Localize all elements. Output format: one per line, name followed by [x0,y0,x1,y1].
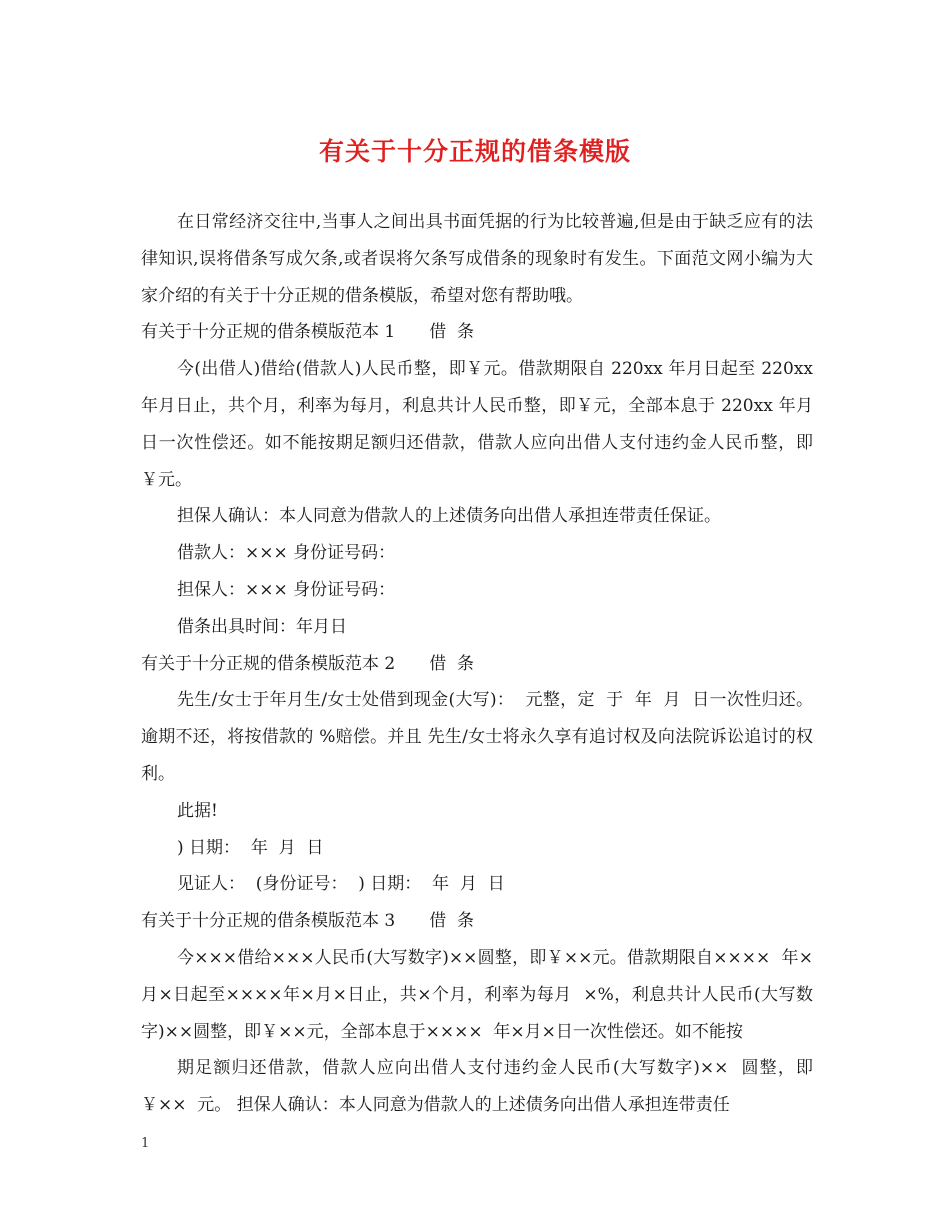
document-title: 有关于十分正规的借条模版 [318,137,631,166]
sample2-witness-line: 见证人： (身份证号： ) 日期： 年 月 日 [177,874,505,895]
sample3-paragraph-1: 今×××借给×××人民币(大写数字)××圆整，即￥××元。借款期限自×××× 年×月×日起至××××年×月×日止，共×个月，利率为每月 ×%，利息共计人民币(大写数字)××圆整，即￥××元，全部本息于×××× 年×月×日一次性偿还。如不能按 [141,947,813,1042]
sample3-heading-line [141,903,813,940]
sample2-paragraph-1: 先生/女士于年月生/女士处借到现金(大写)： 元整，定 于 年 月 日一次性归还。逾期不还，将按借款的 %赔偿。并且 先生/女士将永久享有追讨权及向法院诉讼追讨的权利。 [141,690,813,784]
sample3-heading: 有关于十分正规的借条模版范本 3 [141,911,396,932]
sample2-heading-line [141,646,813,683]
sample3-label: 借 条 [429,911,475,932]
sample2-date-line: ) 日期： 年 月 日 [177,837,324,858]
document-body [141,204,813,1124]
sample1-heading: 有关于十分正规的借条模版范本 1 [141,322,396,343]
sample1-paragraph-1: 今(出借人)借给(借款人)人民币整，即￥元。借款期限自 220xx 年月日起至 220xx 年月日止，共个月，利率为每月，利息共计人民币整，即￥元，全部本息于 220xx 年月日一次性偿还。如不能按期足额归还借款，借款人应向出借人支付违约金人民币整，即￥元。 [141,359,813,490]
sample1-date-line: 借条出具时间：年月日 [177,616,347,637]
intro-paragraph: 在日常经济交往中,当事人之间出具书面凭据的行为比较普遍,但是由于缺乏应有的法律知识,误将借条写成欠条,或者误将欠条写成借条的现象时有发生。下面范文网小编为大家介绍的有关于十分正规的借条模版，希望对您有帮助哦。 [141,212,813,306]
sample1-guarantor-confirm: 担保人确认：本人同意为借款人的上述债务向出借人承担连带责任保证。 [177,506,721,527]
sample3-paragraph-2: 期足额归还借款，借款人应向出借人支付违约金人民币(大写数字)×× 圆整，即￥×× 元。 担保人确认：本人同意为借款人的上述债务向出借人承担连带责任 [141,1058,813,1116]
page-number: 1 [141,1136,150,1151]
sample2-ciju: 此据! [177,800,218,821]
sample2-label: 借 条 [429,653,475,674]
sample1-label: 借 条 [429,322,475,343]
sample1-guarantor-line: 担保人：××× 身份证号码： [177,579,396,600]
sample1-heading-line [141,314,813,351]
sample1-borrower-line: 借款人：××× 身份证号码： [177,543,396,564]
sample2-heading: 有关于十分正规的借条模版范本 2 [141,653,396,674]
